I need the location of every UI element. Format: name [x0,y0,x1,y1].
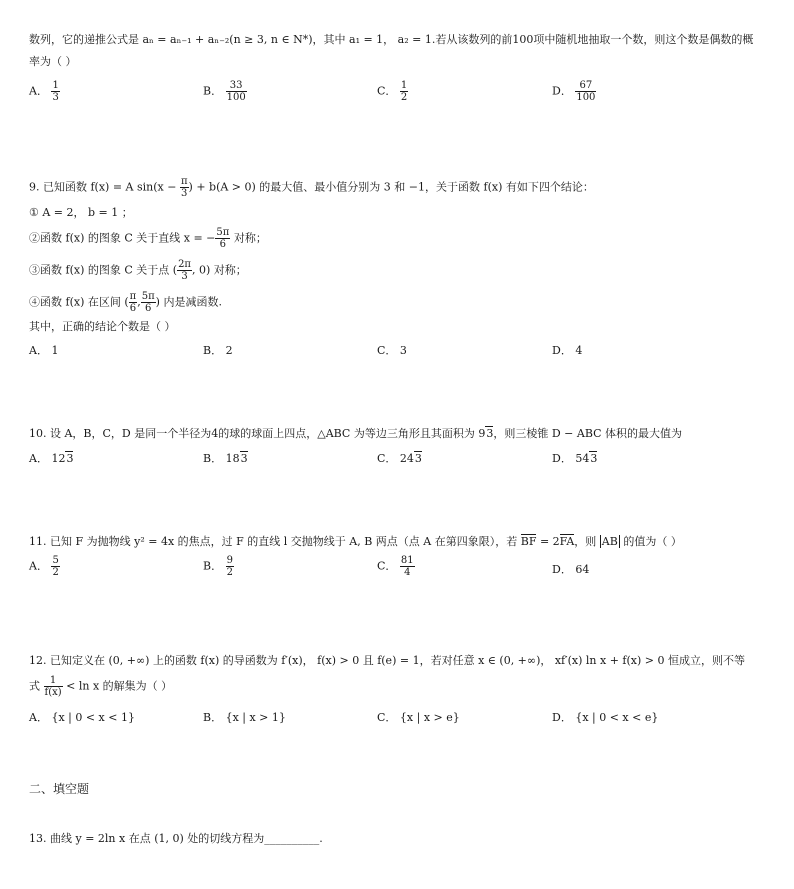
q8-option-c[interactable]: C． $\frac{1}{2}$ [377,80,408,103]
fraction: $\frac{5\pi}{6}$ [216,227,230,250]
q12-option-a[interactable]: A． {x | 0 < x < 1} [29,711,135,724]
fraction: $\frac{1}{3}$ [52,80,59,103]
q8-stem-line2: 率为（ ） [29,55,77,68]
q10-option-a[interactable]: A． 123 [29,452,74,465]
q8-option-b[interactable]: B． $\frac{33}{100}$ [203,80,246,103]
q9-conclusion-2: ②函数 f(x) 的图象 C 关于直线 x = − $\frac{5\pi}{6}$ 对称； [29,227,267,250]
q8-option-d[interactable]: D． $\frac{67}{100}$ [552,80,596,103]
section-title: 二、填空题 [29,782,90,796]
q12-option-b[interactable]: B． {x | x > 1} [203,711,286,724]
q9-option-d[interactable]: D． 4 [552,344,583,357]
q9-option-c[interactable]: C． 3 [377,344,407,357]
fraction: $\frac{9}{2}$ [226,555,233,578]
q11-option-c[interactable]: C． $\frac{81}{4}$ [377,555,414,578]
sqrt: 3 [414,452,422,465]
sqrt: 3 [590,452,598,465]
q12-stem-line2: 式 $\frac{1}{f(x)}$ < ln x 的解集为（ ） [29,675,173,698]
vector-fa: FA [559,535,575,548]
sqrt: 3 [486,427,494,440]
q13-stem: 13. 曲线 y = 2ln x 在点 (1, 0) 处的切线方程为__________. [29,832,323,845]
q9-option-a[interactable]: A． 1 [29,344,59,357]
q11-option-a[interactable]: A． $\frac{5}{2}$ [29,555,59,578]
fraction: $\frac{33}{100}$ [226,80,246,103]
q11-option-b[interactable]: B． $\frac{9}{2}$ [203,555,233,578]
q12-option-d[interactable]: D． {x | 0 < x < e} [552,711,659,724]
q11-option-d[interactable]: D． 64 [552,563,590,576]
q10-option-b[interactable]: B． 183 [203,452,248,465]
fraction: $\frac{\pi}{6}$ [129,291,137,314]
fraction: $\frac{67}{100}$ [576,80,596,103]
q9-stem: 9. 已知函数 f(x) = A sin(x − $\frac{\pi}{3}$ ) + b(A > 0) 的最大值、最小值分别为 3 和 −1，关于函数 f(x) 有如下四个结论： [29,176,594,199]
q8-option-a[interactable]: A． $\frac{1}{3}$ [29,80,59,103]
q12-option-c[interactable]: C． {x | x > e} [377,711,460,724]
vector-bf: BF [520,535,537,548]
absolute-value: AB [601,535,618,548]
fraction: $\frac{81}{4}$ [400,555,414,578]
q10-option-c[interactable]: C． 243 [377,452,422,465]
q9-conclusion-3: ③函数 f(x) 的图象 C 关于点 ( $\frac{2\pi}{3}$ , 0) 对称； [29,259,247,282]
q9-conclusion-4: ④函数 f(x) 在区间 ( $\frac{\pi}{6}$ , $\frac{5\pi}{6}$ ) 内是减函数. [29,291,222,314]
fraction: $\frac{2\pi}{3}$ [178,259,191,282]
q11-stem: 11. 已知 F 为抛物线 y² = 4x 的焦点，过 F 的直线 l 交抛物线于 A, B 两点（点 A 在第四象限），若 BF = 2FA，则 AB 的值为（ ） [29,535,682,548]
fraction: $\frac{1}{f(x)}$ [44,675,62,698]
q8-stem-line1: 数列，它的递推公式是 aₙ = aₙ₋₁ + aₙ₋₂(n ≥ 3, n ∈ N*)，其中 a₁ = 1， a₂ = 1.若从该数列的前100项中随机地抽取一个数，则这个数是偶数的概 [29,33,754,46]
q9-option-b[interactable]: B． 2 [203,344,233,357]
q12-stem-line1: 12. 已知定义在 (0, +∞) 上的函数 f(x) 的导函数为 f′(x)， f(x) > 0 且 f(e) = 1，若对任意 x ∈ (0, +∞)， xf′(x) ln x + f(x) > 0 恒成立，则不等 [29,654,745,667]
fraction: $\frac{5}{2}$ [52,555,59,578]
fraction: $\frac{\pi}{3}$ [180,176,188,199]
fraction: $\frac{5\pi}{6}$ [141,291,155,314]
q9-question: 其中，正确的结论个数是（ ） [29,320,176,333]
sqrt: 3 [240,452,248,465]
q9-conclusion-1: ① A = 2， b = 1 ； [29,206,133,219]
sqrt: 3 [66,452,74,465]
fraction: $\frac{1}{2}$ [400,80,408,103]
q10-stem: 10. 设 A，B，C，D 是同一个半径为4的球的球面上四点，△ABC 为等边三角形且其面积为 93，则三棱锥 D − ABC 体积的最大值为 [29,427,683,440]
q10-option-d[interactable]: D． 543 [552,452,598,465]
